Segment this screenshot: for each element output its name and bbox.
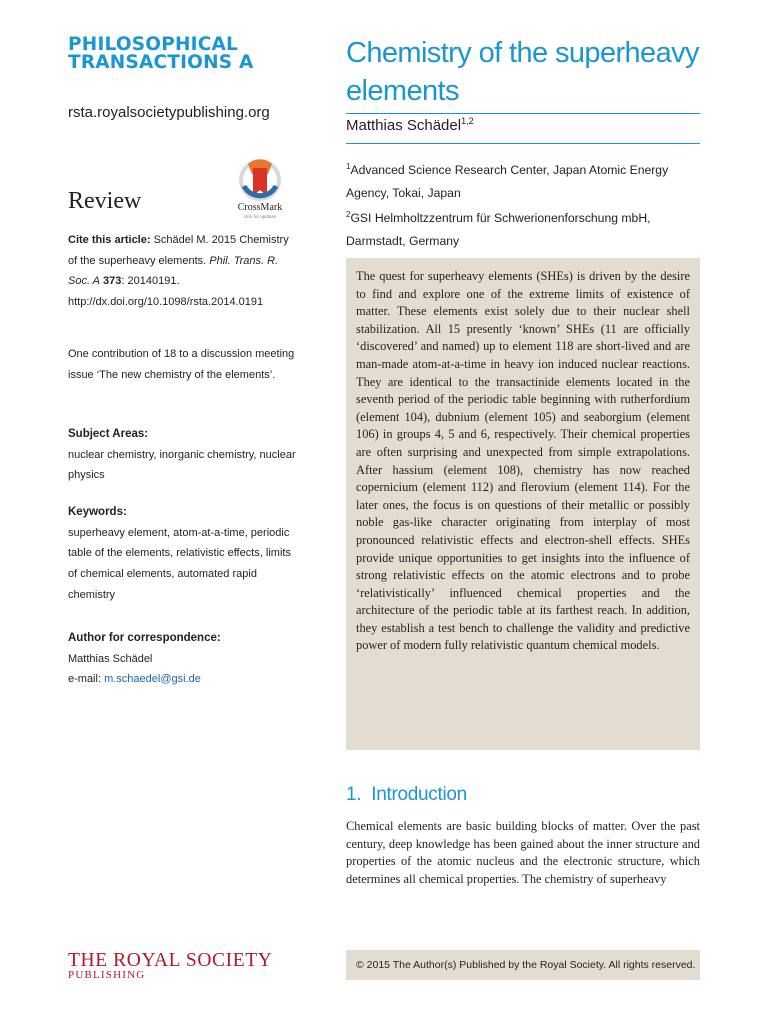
correspondence-heading: Author for correspondence: [68,632,221,644]
citation [68,230,300,313]
cite-page: : 20140191. [121,275,180,288]
section-heading [346,784,467,806]
subject-areas [68,424,300,486]
journal-name-line1: PHILOSOPHICAL [68,34,239,55]
affiliation-1-text: Advanced Science Research Center, Japan Atomic Energy Agency, Tokai, Japan [346,163,669,200]
publisher-logo-sub: PUBLISHING [68,969,146,981]
article-title: Chemistry of the superheavy elements [346,37,699,107]
email-link[interactable]: m.schaedel@gsi.de [104,673,201,686]
correspondence [68,628,300,690]
journal-name [68,36,253,72]
article-type: Review [68,188,142,214]
author-affil-sup: 1,2 [461,116,474,126]
affiliation-1-sup: 1 [346,162,351,171]
crossmark-icon [228,158,292,204]
crossmark-badge[interactable] [228,158,292,219]
email-label: e-mail: [68,673,105,686]
intro-text: Chemical elements are basic building blocks of matter. Over the past century, deep knowledge has been gained about the inner structure and properties of the atomic nucleus and the electronic structure, which determines all chemical properties. The chemistry of superheavy [346,819,700,886]
author [346,116,474,134]
affiliations [346,156,700,253]
crossmark-sub: click for updates [243,214,277,219]
affiliation-2 [346,204,700,252]
cite-label: Cite this article: [68,234,151,246]
author-divider [346,143,700,144]
subject-text: nuclear chemistry, inorganic chemistry, nuclear physics [68,448,296,482]
journal-website[interactable]: rsta.royalsocietypublishing.org [68,104,270,121]
copyright-box [346,950,700,980]
copyright-text: © 2015 The Author(s) Published by the Royal Society. All rights reserved. [356,959,696,971]
keywords-heading: Keywords: [68,506,127,518]
abstract-text: The quest for superheavy elements (SHEs) is driven by the desire to find and explore one of the extreme limits of existence of matter. These elements exist solely due to their nuclear shell stabilization. All 15 presently ‘known’ SHEs (11 are officially ‘discovered’ and named) up to element 118 are short-lived and are man-made atom-at-a-time in heavy ion induced nuclear reactions. They are identical to the transactinide elements located in the seventh period of the periodic table beginning with rutherfordium (element 104), dubnium (element 105) and seaborgium (element 106) in groups 4, 5 and 6, respectively. Their chemical properties are often surprising and unexpected from simple extrapolations. After hassium (element 108), chemistry has now reached copernicium (element 112) and flerovium (element 114). For the later ones, the focus is on questions of their metallic or possibly noble gas-like character originating from interplay of most pronounced relativistic effects and electron-shell effects. SHEs provide unique opportunities to get insights into the influence of strong relativistic effects on the atomic electrons and to probe ‘relativistically’ influenced chemical properties and the architecture of the periodic table at its farthest reach. In addition, they establish a test bench to challenge the validity and predictive power of modern fully relativistic quantum chemical models. [356,269,690,653]
cite-text: Schädel M. 2015 Chemistry of the superheavy elements. [68,234,289,267]
correspondence-email-line [68,669,300,690]
cite-doi[interactable]: http://dx.doi.org/10.1098/rsta.2014.0191 [68,296,264,309]
section-number: 1. [346,784,362,805]
section-title: Introduction [371,784,467,805]
abstract-box [346,258,700,750]
cite-journal: Phil. Trans. R. Soc. A [68,254,279,288]
keywords [68,502,300,606]
title-divider [346,113,700,114]
subject-heading: Subject Areas: [68,428,149,440]
keywords-text: superheavy element, atom-at-a-time, periodic table of the elements, relativistic effects, limits of chemical elements, automated rapid chemistry [68,526,291,601]
author-name: Matthias Schädel [346,117,462,134]
journal-name-line2: TRANSACTIONS A [68,52,254,73]
correspondence-name: Matthias Schädel [68,652,153,665]
affiliation-2-sup: 2 [346,210,351,220]
publisher-logo: THE ROYAL SOCIETY [68,950,273,971]
affiliation-2-text: GSI Helmholtzzentrum für Schwerionenforschung mbH, Darmstadt, Germany [346,211,651,248]
crossmark-label: CrossMark [237,202,283,213]
cite-volume: 373 [100,275,122,288]
contribution-note: One contribution of 18 to a discussion meeting issue ‘The new chemistry of the elements’. [68,348,295,381]
affiliation-1 [346,156,700,204]
